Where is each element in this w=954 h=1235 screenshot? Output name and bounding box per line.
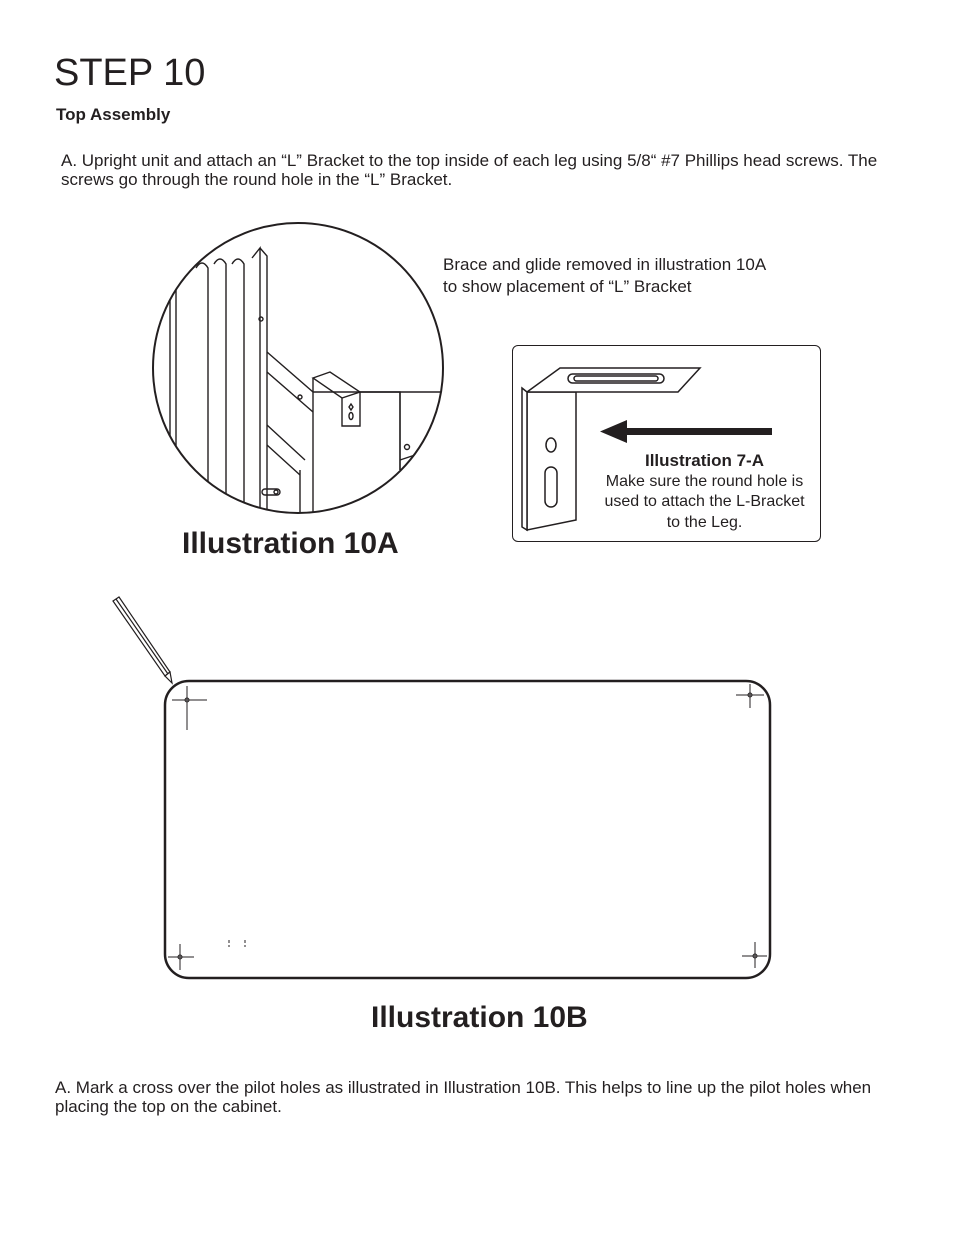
pencil-icon: [113, 597, 172, 683]
placement-note-line-1: Brace and glide removed in illustration 10A: [443, 255, 767, 274]
illustration-7a-line-3: to the Leg.: [666, 513, 743, 531]
step-title: STEP 10: [54, 52, 206, 94]
section-title: Top Assembly: [56, 105, 171, 124]
instruction-b: A. Mark a cross over the pilot holes as illustrated in Illustration 10B. This helps to line up the pilot holes when placing the top on the cabinet.: [55, 1078, 872, 1116]
pilot-hole-crosses: [168, 684, 767, 970]
illustration-7a-line-1: Make sure the round hole is: [605, 472, 804, 490]
placement-note-line-2: to show placement of “L” Bracket: [443, 277, 692, 296]
instruction-a: A. Upright unit and attach an “L” Bracket to the top inside of each leg using 5/8“ #7 Phillips head screws. The screws go through the round hole in the “L” Bracket.: [61, 151, 878, 189]
illustration-7a-line-2: used to attach the L-Bracket: [604, 493, 805, 510]
illustration-7a-title: Illustration 7-A: [644, 451, 764, 470]
illustration-10a-caption: Illustration 10A: [182, 527, 399, 560]
illustration-10b-caption: Illustration 10B: [371, 1001, 588, 1034]
